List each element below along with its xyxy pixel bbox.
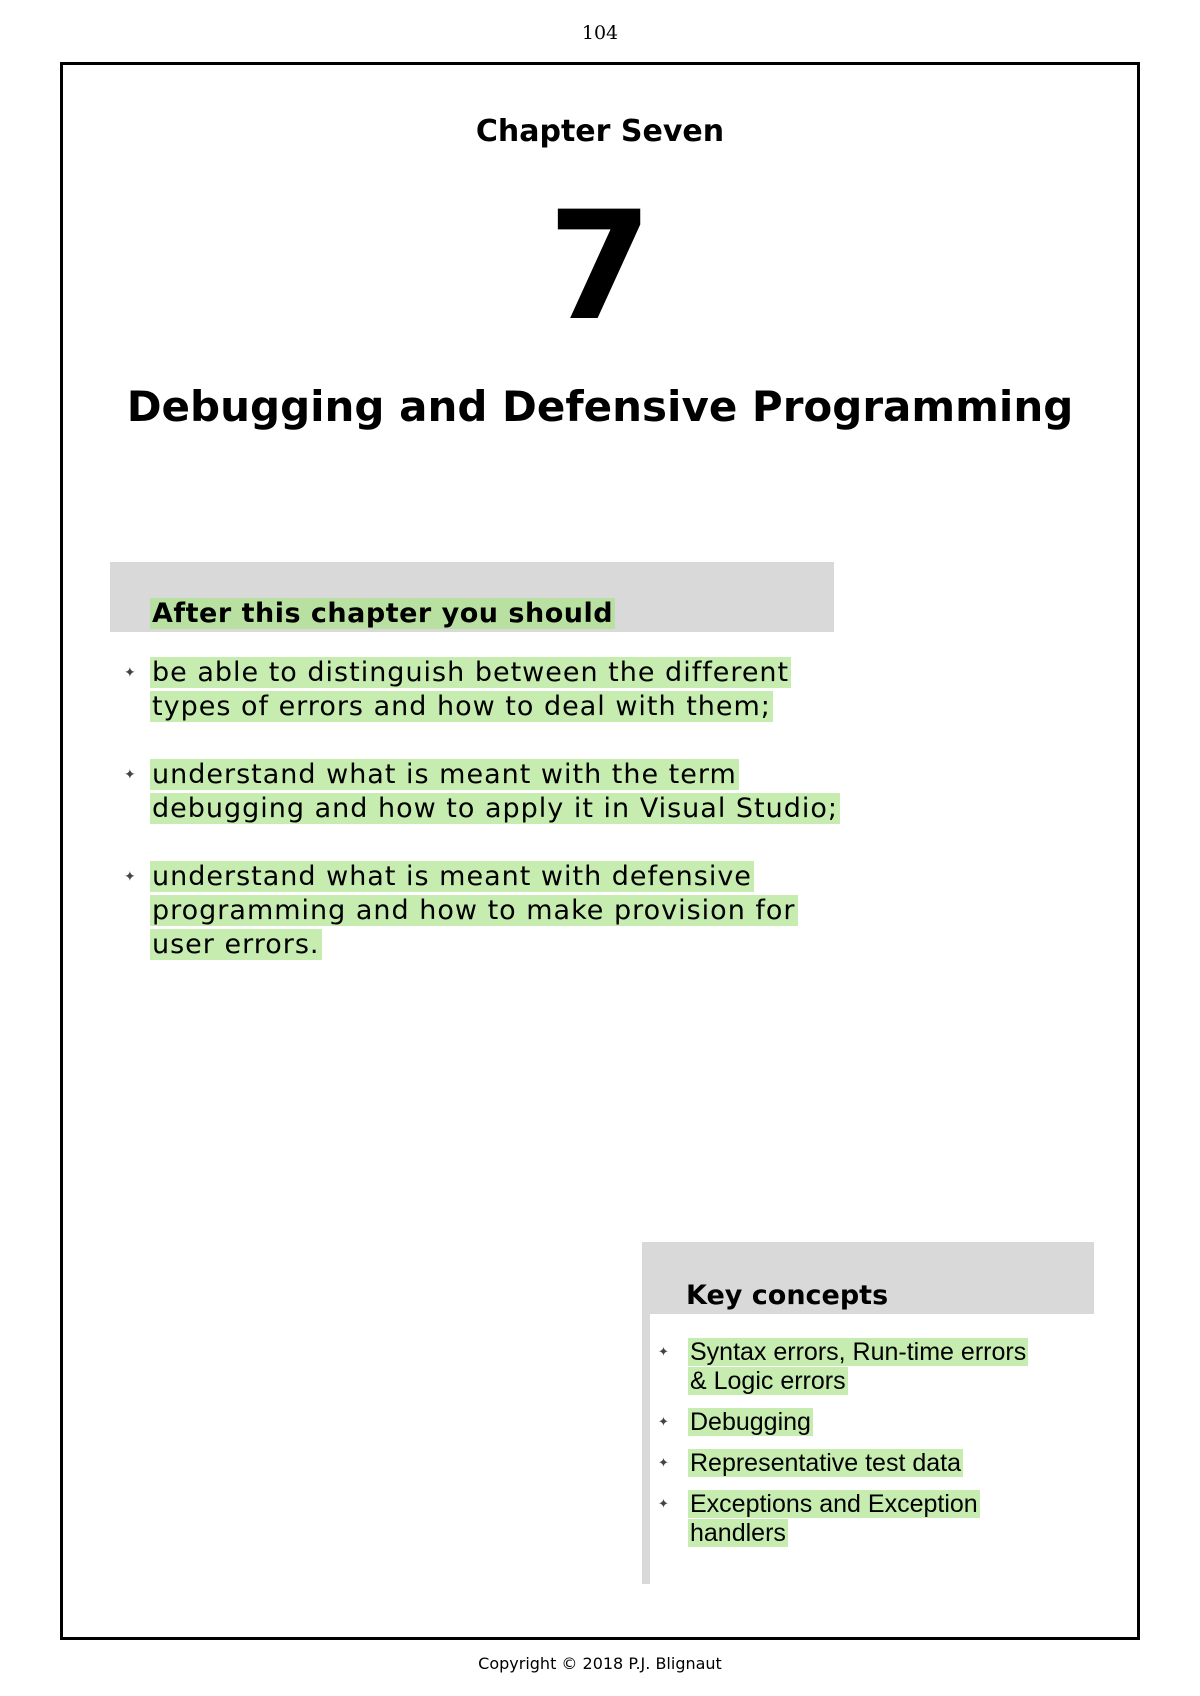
- bullet-diamond-icon: ✦: [658, 1345, 669, 1360]
- objective-text: [150, 758, 840, 826]
- objective-text: [150, 860, 798, 962]
- objective-line: be able to distinguish between the different: [152, 657, 790, 688]
- objective-line: understand what is meant with defensive: [152, 861, 752, 892]
- objective-item: [118, 758, 858, 826]
- key-concept-item: [654, 1408, 1094, 1437]
- bullet-diamond-icon: ✦: [658, 1497, 669, 1512]
- copyright-footer: Copyright © 2018 P.J. Blignaut: [478, 1654, 722, 1673]
- chapter-label: Chapter Seven: [475, 114, 725, 149]
- objective-line: debugging and how to apply it in Visual Studio;: [152, 793, 839, 824]
- key-concept-line: Syntax errors, Run-time errors: [690, 1338, 1027, 1366]
- key-concept-text: [688, 1449, 963, 1478]
- objective-line: programming and how to make provision for: [152, 895, 796, 926]
- bullet-diamond-icon: ✦: [658, 1415, 669, 1430]
- key-concept-item: [654, 1449, 1094, 1478]
- chapter-number: 7: [547, 180, 653, 354]
- objectives-list: [118, 656, 858, 996]
- key-concepts-heading: Key concepts: [686, 1280, 889, 1311]
- key-concept-text: [688, 1338, 1028, 1396]
- chapter-title: Debugging and Defensive Programming: [126, 382, 1074, 431]
- key-concept-line: Representative test data: [690, 1449, 961, 1477]
- page-number: 104: [581, 22, 619, 44]
- objective-line: user errors.: [152, 929, 320, 960]
- bullet-diamond-icon: ✦: [124, 665, 136, 681]
- key-concepts-list: [654, 1338, 1094, 1560]
- key-concept-line: & Logic errors: [690, 1367, 846, 1395]
- objectives-heading: After this chapter you should: [152, 598, 614, 629]
- key-concept-line: Exceptions and Exception: [690, 1490, 978, 1518]
- objective-text: [150, 656, 791, 724]
- key-concepts-sidebar: [642, 1314, 650, 1584]
- objective-item: [118, 656, 858, 724]
- bullet-diamond-icon: ✦: [658, 1456, 669, 1471]
- objective-item: [118, 860, 858, 962]
- objective-line: understand what is meant with the term: [152, 759, 737, 790]
- key-concept-line: Debugging: [690, 1408, 811, 1436]
- key-concept-item: [654, 1338, 1094, 1396]
- objective-line: types of errors and how to deal with them;: [152, 691, 771, 722]
- key-concept-text: [688, 1408, 813, 1437]
- bullet-diamond-icon: ✦: [124, 767, 136, 783]
- key-concept-item: [654, 1490, 1094, 1548]
- bullet-diamond-icon: ✦: [124, 869, 136, 885]
- key-concept-line: handlers: [690, 1519, 786, 1547]
- key-concept-text: [688, 1490, 980, 1548]
